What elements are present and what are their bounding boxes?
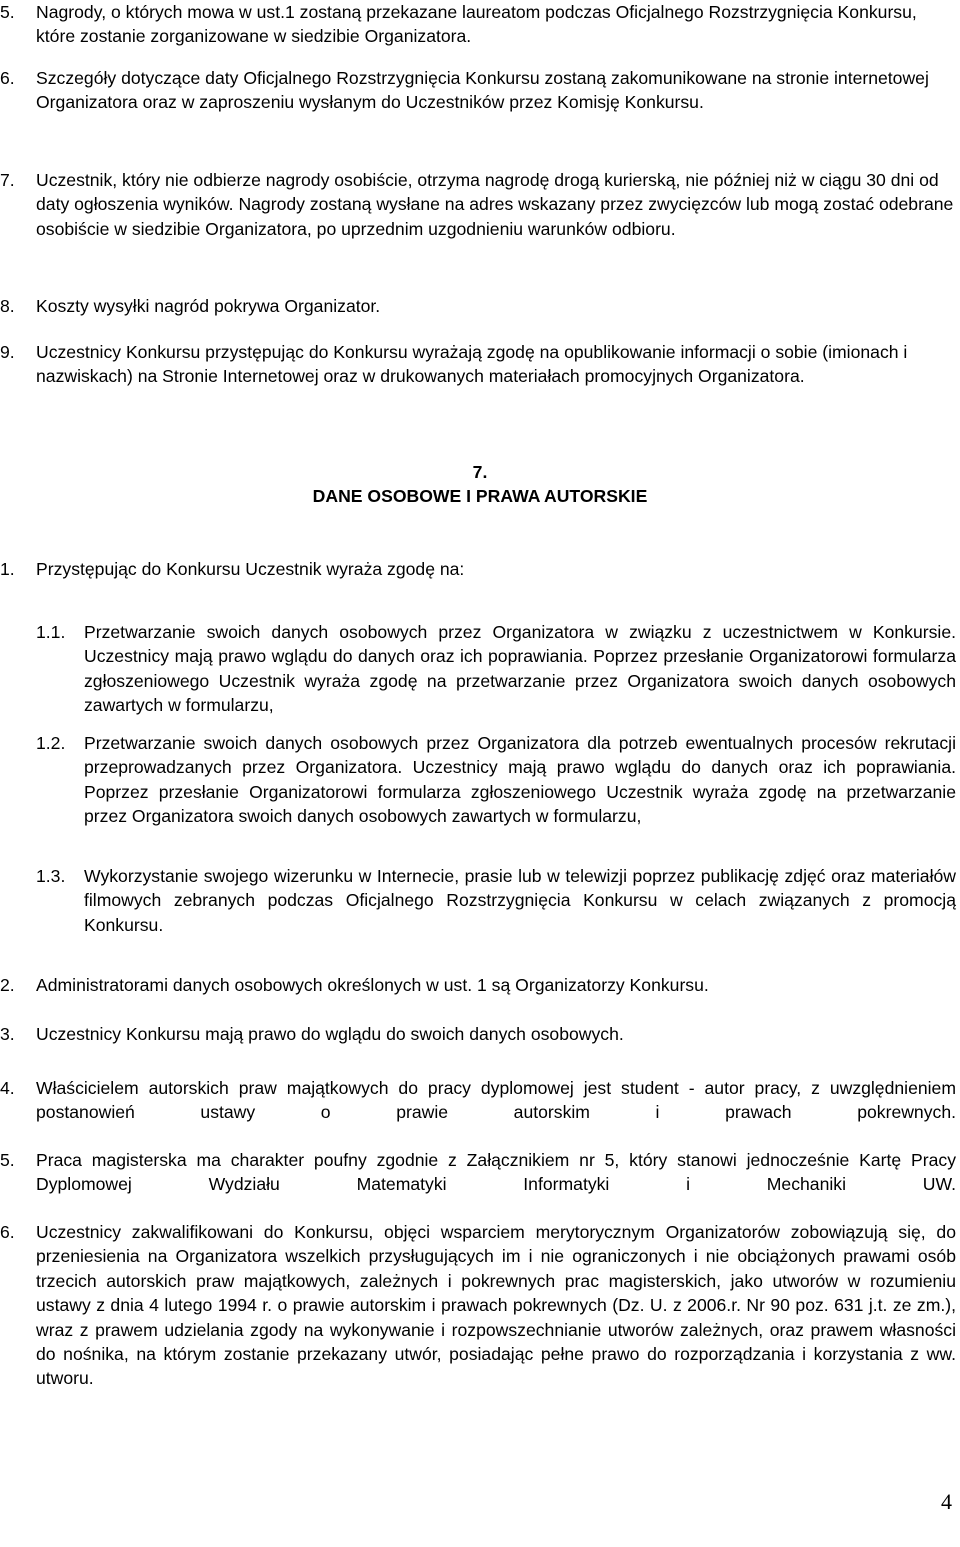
list-item bbox=[0, 1148, 960, 1221]
list-item bbox=[0, 1220, 960, 1415]
item-number: 5. bbox=[0, 2, 15, 22]
item-text: Uczestnicy zakwalifikowani do Konkursu, objęci wsparciem merytorycznym Organizatorów zobowiązują się, do przeniesienia na Organizatora wszelkich przysługujących im i nie ograniczonych i nie obciążonych prawami osób trzecich autorskich praw majątkowych, zależnych i pokrewnych prac magisterskich, jako utworów w rozumieniu ustawy z dnia 4 lutego 1994 r. o prawie autorskim i prawach pokrewnych (Dz. U. z 2006.r. Nr 90 poz. 631 j.t. ze zm.), wraz z prawem udzielania zgody na wykonywanie i rozpowszechnianie utworów zależnych, oraz prawem własności do nośnika, na którym zostanie przekazany utwór, posiadając pełne prawo do rozporządzania i korzystania z ww. utworu. bbox=[36, 1222, 956, 1389]
sub-item-number: 1.2. bbox=[36, 733, 66, 753]
item-text: Nagrody, o których mowa w ust.1 zostaną przekazane laureatom podczas Oficjalnego Rozstrzygnięcia Konkursu, które zostanie zorganizowane w siedzibie Organizatora. bbox=[36, 2, 917, 47]
sub-list-item bbox=[36, 864, 956, 937]
item-number: 8. bbox=[0, 296, 15, 316]
item-number: 6. bbox=[0, 68, 15, 88]
list-item bbox=[0, 1022, 960, 1046]
list-item bbox=[0, 66, 960, 115]
item-text: Koszty wysyłki nagród pokrywa Organizator. bbox=[36, 296, 381, 316]
item-number: 9. bbox=[0, 342, 15, 362]
item-text: Administratorami danych osobowych określonych w ust. 1 są Organizatorzy Konkursu. bbox=[36, 975, 709, 995]
sub-list-item bbox=[36, 620, 956, 718]
item-text: Uczestnicy Konkursu przystępując do Konkursu wyrażają zgodę na opublikowanie informacji o sobie (imionach i nazwiskach) na Stronie Internetowej oraz w drukowanych materiałach promocyjnych Organizatora. bbox=[36, 342, 908, 387]
item-number: 3. bbox=[0, 1024, 15, 1044]
list-item bbox=[0, 340, 960, 389]
item-text: Właścicielem autorskich praw majątkowych do pracy dyplomowej jest student - autor pracy, z uwzględnieniem postanowień ustawy o prawie autorskim i prawach pokrewnych. bbox=[36, 1078, 956, 1123]
item-text: Uczestnicy Konkursu mają prawo do wglądu do swoich danych osobowych. bbox=[36, 1024, 624, 1044]
item-number: 7. bbox=[0, 170, 15, 190]
section-number: 7. bbox=[472, 462, 488, 482]
item-text: Praca magisterska ma charakter poufny zgodnie z Załącznikiem nr 5, który stanowi jednocześnie Kartę Pracy Dyplomowej Wydziału Matematyki Informatyki i Mechaniki UW. bbox=[36, 1150, 956, 1195]
list-item bbox=[0, 973, 960, 997]
list-item bbox=[0, 557, 960, 581]
item-number: 4. bbox=[0, 1078, 15, 1098]
page-number: 4 bbox=[941, 1489, 952, 1514]
item-number: 6. bbox=[0, 1222, 15, 1242]
item-number: 5. bbox=[0, 1150, 15, 1170]
item-text: Uczestnik, który nie odbierze nagrody osobiście, otrzyma nagrodę drogą kurierską, nie później niż w ciągu 30 dni od daty ogłoszenia wyników. Nagrody zostaną wysłane na adres wskazany przez zwycięzców lub mogą zostać odebrane osobiście w siedzibie Organizatora, po uprzednim uzgodnieniu warunków odbioru. bbox=[36, 170, 954, 239]
section-title: DANE OSOBOWE I PRAWA AUTORSKIE bbox=[312, 486, 648, 506]
list-item bbox=[0, 0, 960, 49]
list-item bbox=[0, 168, 960, 241]
sub-item-text: Wykorzystanie swojego wizerunku w Internecie, prasie lub w telewizji poprzez publikację zdjęć oraz materiałów filmowych zebranych podczas Oficjalnego Rozstrzygnięcia Konkursu w celach związanych z promocją Konkursu. bbox=[84, 866, 956, 935]
list-item bbox=[0, 1076, 960, 1149]
sub-item-text: Przetwarzanie swoich danych osobowych przez Organizatora w związku z uczestnictwem w Konkursie. Uczestnicy mają prawo wglądu do danych oraz ich poprawiania. Poprzez przesłanie Organizatorowi formularza zgłoszeniowego Uczestnik wyraża zgodę na przetwarzanie przez Organizatora swoich danych osobowych zawartych w formularzu, bbox=[84, 622, 956, 716]
item-text: Szczegóły dotyczące daty Oficjalnego Rozstrzygnięcia Konkursu zostaną zakomunikowane na stronie internetowej Organizatora oraz w zaproszeniu wysłanym do Uczestników przez Komisję Konkursu. bbox=[36, 68, 929, 113]
list-item bbox=[0, 294, 960, 318]
item-number: 1. bbox=[0, 559, 15, 579]
item-number: 2. bbox=[0, 975, 15, 995]
sub-item-number: 1.1. bbox=[36, 622, 66, 642]
sub-item-text: Przetwarzanie swoich danych osobowych przez Organizatora dla potrzeb ewentualnych procesów rekrutacji przeprowadzanych przez Organizatora. Uczestnicy mają prawo wglądu do danych oraz ich poprawiania. Poprzez przesłanie Organizatorowi formularza zgłoszeniowego Uczestnik wyraża zgodę na przetwarzanie przez Organizatora swoich danych osobowych zawartych w formularzu, bbox=[84, 733, 956, 827]
item-text: Przystępując do Konkursu Uczestnik wyraża zgodę na: bbox=[36, 559, 465, 579]
sub-list-item bbox=[36, 731, 956, 829]
sub-item-number: 1.3. bbox=[36, 866, 66, 886]
